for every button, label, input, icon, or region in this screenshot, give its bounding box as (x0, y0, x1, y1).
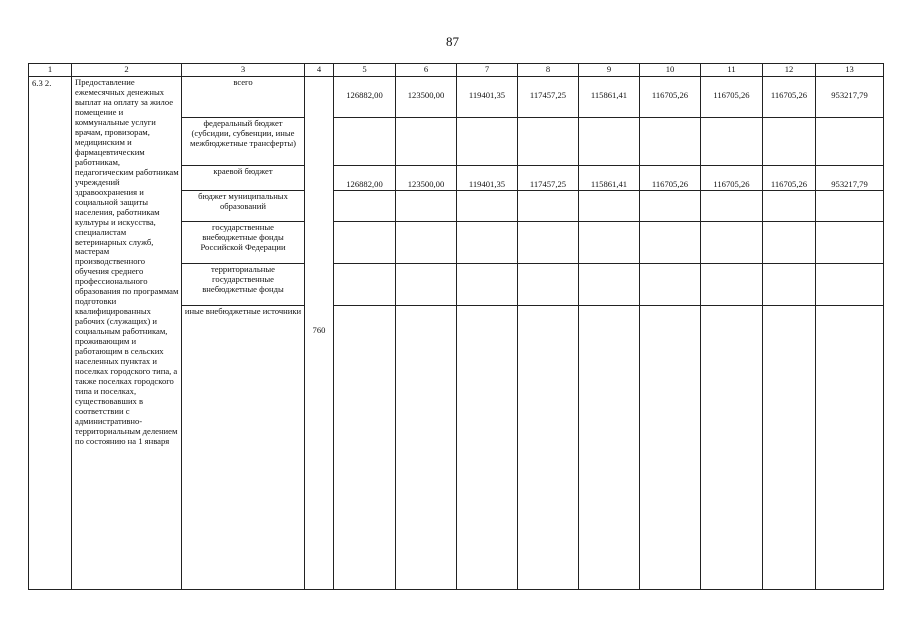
amount-cell: 116705,26 (763, 77, 816, 118)
amount-cell (518, 190, 579, 221)
column-header: 7 (457, 64, 518, 77)
column-header: 6 (396, 64, 457, 77)
amount-cell: 123500,00 (396, 77, 457, 118)
amount-cell: 119401,35 (457, 77, 518, 118)
amount-cell (457, 190, 518, 221)
amount-cell: 116705,26 (701, 77, 763, 118)
amount-cell (763, 263, 816, 305)
column-header: 3 (182, 64, 305, 77)
amount-cell (518, 305, 579, 589)
amount-cell: 953217,79 (816, 166, 884, 191)
amount-cell (518, 118, 579, 166)
column-header: 1 (29, 64, 72, 77)
amount-cell (396, 263, 457, 305)
amount-cell (457, 118, 518, 166)
column-4-value: 760 (312, 325, 326, 335)
column-header: 5 (334, 64, 396, 77)
amount-cell: 126882,00 (334, 166, 396, 191)
amount-cell (701, 305, 763, 589)
amount-cell: 116705,26 (640, 77, 701, 118)
amount-cell (701, 118, 763, 166)
column-header: 9 (579, 64, 640, 77)
amount-cell (816, 118, 884, 166)
funding-source-label: федеральный бюджет (субсидии, субвенции, иные межбюджетные трансферты) (182, 118, 305, 166)
funding-source-label: иные внебюджетные источники (182, 305, 305, 589)
amount-cell: 116705,26 (763, 166, 816, 191)
amount-cell (763, 305, 816, 589)
amount-cell (334, 263, 396, 305)
amount-cell (816, 221, 884, 263)
amount-cell (396, 190, 457, 221)
column-header: 8 (518, 64, 579, 77)
amount-cell: 123500,00 (396, 166, 457, 191)
amount-cell (816, 190, 884, 221)
amount-cell (640, 221, 701, 263)
amount-cell (763, 118, 816, 166)
column-header: 4 (305, 64, 334, 77)
column-header: 10 (640, 64, 701, 77)
amount-cell (518, 221, 579, 263)
amount-cell: 117457,25 (518, 166, 579, 191)
amount-cell (579, 221, 640, 263)
column-header: 11 (701, 64, 763, 77)
amount-cell: 115861,41 (579, 77, 640, 118)
amount-cell (816, 305, 884, 589)
funding-source-label: всего (182, 77, 305, 118)
amount-cell (334, 190, 396, 221)
amount-cell (579, 118, 640, 166)
amount-cell (579, 263, 640, 305)
amount-cell (640, 118, 701, 166)
amount-cell (396, 118, 457, 166)
amount-cell (701, 221, 763, 263)
amount-cell (640, 305, 701, 589)
amount-cell (396, 305, 457, 589)
amount-cell (457, 263, 518, 305)
amount-cell: 117457,25 (518, 77, 579, 118)
amount-cell: 119401,35 (457, 166, 518, 191)
amount-cell (579, 190, 640, 221)
amount-cell (518, 263, 579, 305)
amount-cell (334, 118, 396, 166)
amount-cell: 115861,41 (579, 166, 640, 191)
column-4-cell (305, 77, 334, 590)
amount-cell (334, 221, 396, 263)
funding-source-label: государственные внебюджетные фонды Российской Федерации (182, 221, 305, 263)
amount-cell (640, 190, 701, 221)
amount-cell (763, 190, 816, 221)
funding-source-label: краевой бюджет (182, 166, 305, 191)
column-header: 2 (72, 64, 182, 77)
amount-cell (701, 263, 763, 305)
amount-cell (579, 305, 640, 589)
table-row (29, 77, 884, 118)
funding-source-label: бюджет муниципальных образований (182, 190, 305, 221)
amount-cell (396, 221, 457, 263)
amount-cell (457, 305, 518, 589)
amount-cell: 116705,26 (701, 166, 763, 191)
financing-table (28, 63, 884, 590)
amount-cell (334, 305, 396, 589)
amount-cell (457, 221, 518, 263)
amount-cell: 116705,26 (640, 166, 701, 191)
amount-cell (701, 190, 763, 221)
funding-source-label: территориальные государственные внебюджетные фонды (182, 263, 305, 305)
amount-cell: 126882,00 (334, 77, 396, 118)
column-number-row (29, 64, 884, 77)
column-header: 12 (763, 64, 816, 77)
column-header: 13 (816, 64, 884, 77)
amount-cell (640, 263, 701, 305)
amount-cell: 953217,79 (816, 77, 884, 118)
page-number: 87 (446, 34, 459, 49)
amount-cell (763, 221, 816, 263)
row-code: 6.3 2. (29, 77, 72, 590)
amount-cell (816, 263, 884, 305)
measure-description: Предоставление ежемесячных денежных выплат на оплату за жилое помещение и коммунальные услуги врачам, провизорам, медицинским и фармацевтическим работникам, педагогическим работникам учреждений здравоохранения и социальной защиты населения, работникам культуры и искусства, специалистам ветеринарных служб, мастерам производственного обучения среднего профессионального образования по программам подготовки квалифицированных рабочих (служащих) и социальным работникам, проживающим и работающим в сельских населенных пунктах и поселках городского типа, а также поселках городского типа и поселках, существовавших в соответствии с административно-территориальным делением по состоянию на 1 января (72, 77, 182, 590)
